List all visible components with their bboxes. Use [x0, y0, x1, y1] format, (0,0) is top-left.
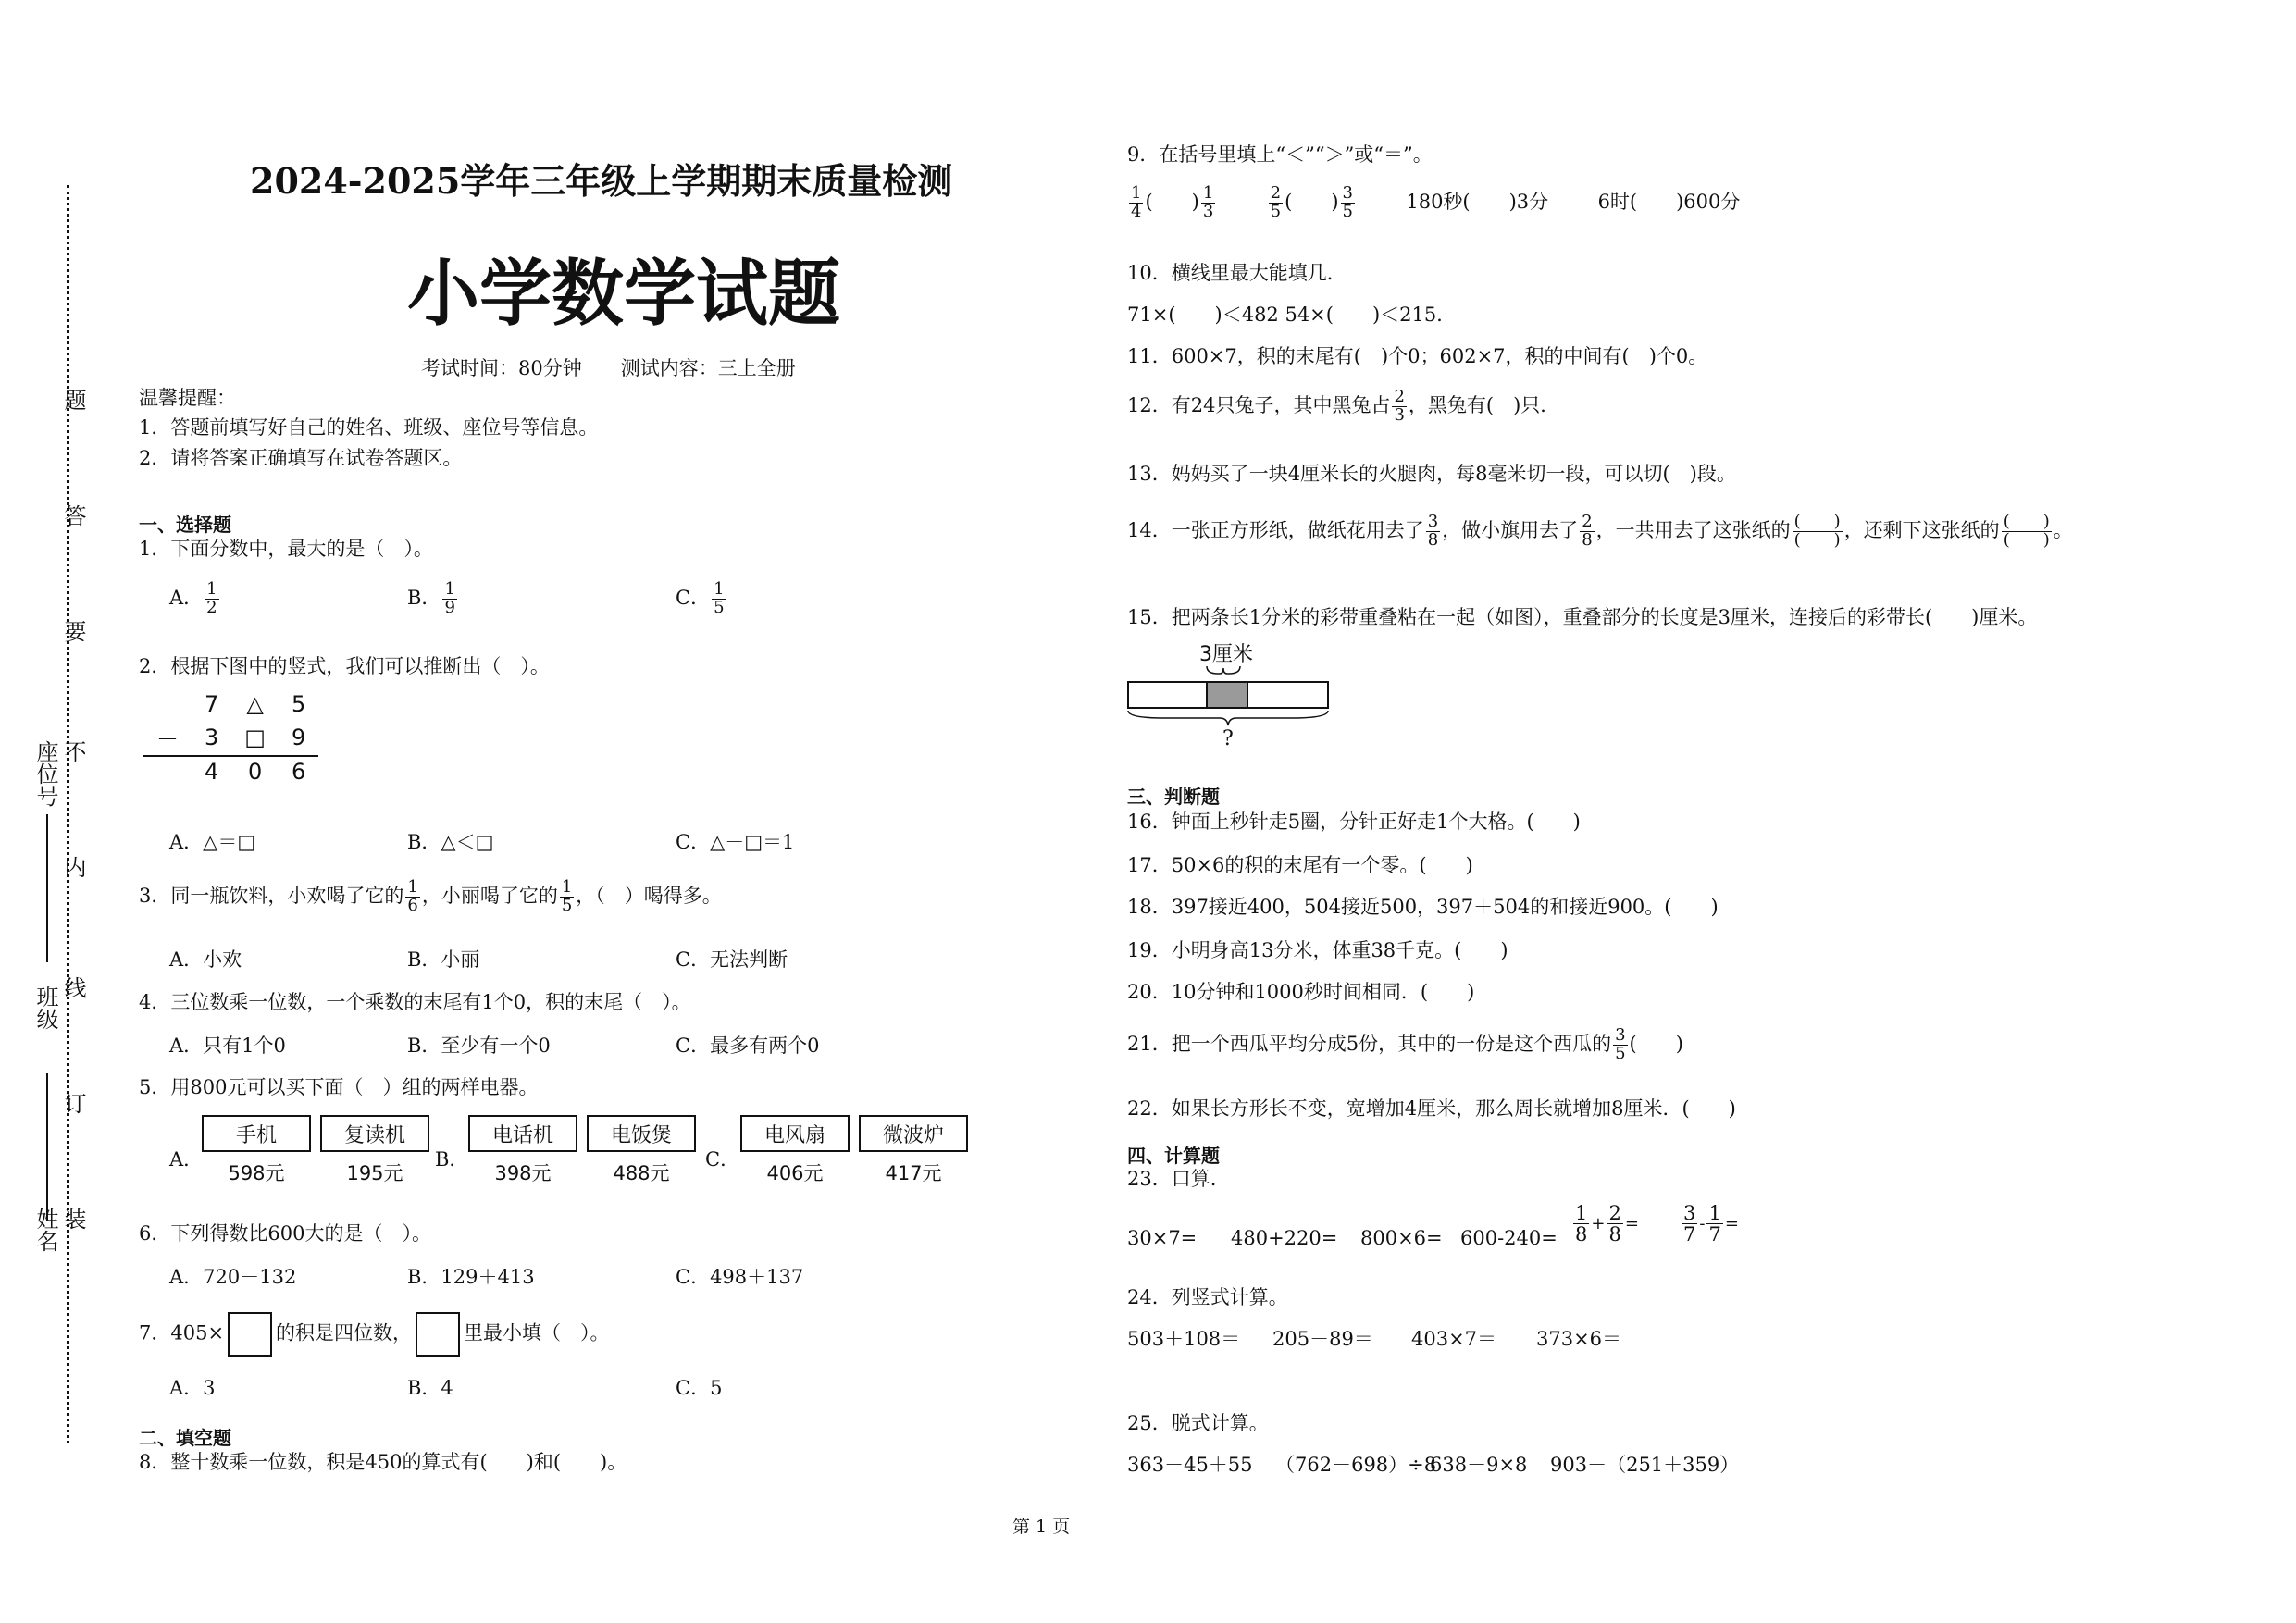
binding-char-2: 答: [60, 504, 86, 527]
q21-stem[interactable]: 21．把一个西瓜平均分成5份，其中的一份是这个西瓜的 $\frac{3}{5}$ ( ): [1127, 1025, 1683, 1063]
q5-option-c-label[interactable]: C．: [705, 1148, 740, 1171]
exam-info: 考试时间：80分钟 测试内容：三上全册: [421, 357, 796, 379]
q15-overlap-label: 3厘米: [1199, 643, 1253, 666]
q15-question-mark: ?: [1222, 727, 1234, 750]
q25-item-4[interactable]: 903－（251＋359）: [1550, 1454, 1740, 1476]
q9-blank-2[interactable]: ( ): [1285, 190, 1339, 213]
appliance-repeater: 复读机: [320, 1115, 429, 1152]
q24-item-1[interactable]: 503＋108＝: [1127, 1328, 1241, 1350]
q14-stem[interactable]: 14．一张正方形纸，做纸花用去了 $\frac{3}{8}$ ，做小旗用去了 $\frac{2}{8}$ ，一共用去了这张纸的 $\frac{( )}{( )}$ ，还剩下这张纸的 $\frac{( )}{( )}$ 。: [1127, 512, 2073, 550]
q7-option-b[interactable]: B．4: [407, 1377, 453, 1399]
q5-stem: 5．用800元可以买下面（ ）组的两样电器。: [139, 1076, 539, 1098]
q6-option-a[interactable]: A．720－132: [169, 1266, 297, 1288]
q12-stem[interactable]: 12．有24只兔子，其中黑兔占 $\frac{2}{3}$ ，黑兔有( )只．: [1127, 387, 1560, 425]
q7-stem: 7．405× 的积是四位数， 里最小填（ ）。: [139, 1312, 610, 1357]
appliance-fan: 电风扇: [740, 1115, 850, 1152]
price-phone: 598元: [228, 1162, 285, 1184]
q23-item-5[interactable]: $\frac{1}{8}$ + $\frac{2}{8}$ =: [1575, 1202, 1639, 1246]
section-choice: 一、选择题: [139, 514, 231, 536]
price-repeater: 195元: [346, 1162, 403, 1184]
q2-vertical-subtraction: 7 △ 5 － 3 □ 9 4 0 6: [143, 689, 318, 787]
price-telephone: 398元: [494, 1162, 552, 1184]
q11-stem[interactable]: 11．600×7，积的末尾有( )个0；602×7，积的中间有( )个0。: [1127, 345, 1708, 367]
note-item-2: 2．请将答案正确填写在试卷答题区。: [139, 447, 463, 469]
binding-dotted-line: [67, 185, 69, 1443]
q7-blank-box-2[interactable]: [416, 1312, 460, 1357]
q23-item-6[interactable]: $\frac{3}{7}$ - $\frac{1}{7}$ =: [1683, 1202, 1739, 1246]
section-calc: 四、计算题: [1127, 1145, 1220, 1167]
q25-item-3[interactable]: 638－9×8: [1430, 1454, 1528, 1476]
q20-stem[interactable]: 20．10分钟和1000秒时间相同．( ): [1127, 981, 1475, 1003]
price-rice-cooker: 488元: [613, 1162, 670, 1184]
q13-stem[interactable]: 13．妈妈买了一块4厘米长的火腿肉，每8毫米切一段，可以切( )段。: [1127, 463, 1736, 485]
q7-blank-box-1[interactable]: [228, 1312, 272, 1357]
q15-ribbon-diagram: [1127, 638, 1331, 759]
q10-stem: 10．横线里最大能填几．: [1127, 262, 1347, 284]
q9-stem: 9．在括号里填上“＜”“＞”或“＝”。: [1127, 143, 1433, 166]
q4-option-b[interactable]: B．至少有一个0: [407, 1035, 551, 1057]
q2-stem: 2．根据下图中的竖式，我们可以推断出（ ）。: [139, 655, 550, 677]
q4-option-c[interactable]: C．最多有两个0: [676, 1035, 820, 1057]
q9-time-2[interactable]: 6时( )600分: [1597, 190, 1741, 213]
q9-blank-1[interactable]: ( ): [1145, 190, 1199, 213]
q2-option-a[interactable]: A．△＝□: [169, 831, 256, 853]
binding-char-3: 要: [60, 620, 86, 642]
q1-a-label: A．: [169, 586, 204, 609]
q23-item-3[interactable]: 800×6=: [1360, 1227, 1443, 1249]
q9-time-1[interactable]: 180秒( )3分: [1406, 190, 1549, 213]
q23-item-2[interactable]: 480+220=: [1231, 1227, 1338, 1249]
q1-option-b[interactable]: B． $\frac{1}{9}$: [407, 579, 455, 617]
q6-option-c[interactable]: C．498＋137: [676, 1266, 804, 1288]
q5-option-a-label[interactable]: A．: [169, 1148, 204, 1171]
section-fill: 二、填空题: [139, 1427, 231, 1449]
binding-char-4: 不: [60, 740, 86, 762]
q18-stem[interactable]: 18．397接近400，504接近500，397＋504的和接近900。( ): [1127, 896, 1719, 918]
section-judge: 三、判断题: [1127, 786, 1220, 808]
note-item-1: 1．答题前填写好自己的姓名、班级、座位号等信息。: [139, 416, 599, 439]
seat-label: 座位号: [32, 740, 58, 807]
appliance-phone: 手机: [202, 1115, 311, 1152]
q25-stem: 25．脱式计算。: [1127, 1412, 1269, 1434]
q4-option-a[interactable]: A．只有1个0: [169, 1035, 286, 1057]
q24-stem: 24．列竖式计算。: [1127, 1286, 1288, 1308]
q8-stem: 8．整十数乘一位数，积是450的算式有( )和( )。: [139, 1451, 627, 1473]
name-label: 姓名: [32, 1208, 58, 1252]
q3-option-a[interactable]: A．小欢: [169, 948, 242, 971]
appliance-rice-cooker: 电饭煲: [587, 1115, 696, 1152]
q3-option-b[interactable]: B．小丽: [407, 948, 480, 971]
binding-char-8: 装: [60, 1208, 86, 1230]
q1-c-label: C．: [676, 586, 711, 609]
binding-char-5: 内: [60, 856, 86, 878]
seat-field-line[interactable]: [46, 814, 48, 962]
q5-option-b-label[interactable]: B．: [435, 1148, 469, 1171]
q10-line[interactable]: 71×( )＜482 54×( )＜215．: [1127, 304, 1457, 326]
q2-option-c[interactable]: C．△－□＝1: [676, 831, 795, 853]
q1-stem: 1．下面分数中，最大的是（ ）。: [139, 538, 433, 560]
appliance-microwave: 微波炉: [859, 1115, 968, 1152]
q16-stem[interactable]: 16．钟面上秒针走5圈，分针正好走1个大格。( ): [1127, 811, 1581, 833]
q23-stem: 23．口算.: [1127, 1168, 1217, 1190]
q6-option-b[interactable]: B．129＋413: [407, 1266, 535, 1288]
q23-item-1[interactable]: 30×7=: [1127, 1227, 1198, 1249]
q24-item-2[interactable]: 205－89＝: [1272, 1328, 1373, 1350]
q4-stem: 4．三位数乘一位数，一个乘数的末尾有1个0，积的末尾（ ）。: [139, 991, 691, 1013]
q24-item-4[interactable]: 373×6＝: [1536, 1328, 1622, 1350]
q1-b-label: B．: [407, 586, 441, 609]
binding-char-6: 线: [60, 976, 86, 998]
q6-stem: 6．下列得数比600大的是（ ）。: [139, 1222, 431, 1245]
q7-option-c[interactable]: C．5: [676, 1377, 723, 1399]
binding-char-7: 订: [60, 1092, 86, 1114]
notes-heading: 温馨提醒：: [139, 387, 236, 409]
class-label: 班级: [32, 985, 58, 1030]
q25-item-2[interactable]: （762－698）÷8: [1275, 1454, 1437, 1476]
page-footer: 第 1 页: [1012, 1517, 1071, 1537]
q22-stem[interactable]: 22．如果长方形长不变，宽增加4厘米，那么周长就增加8厘米．( ): [1127, 1097, 1736, 1120]
q3-option-c[interactable]: C．无法判断: [676, 948, 788, 971]
q3-stem: 3．同一瓶饮料，小欢喝了它的 $\frac{1}{6}$ ，小丽喝了它的 $\frac{1}{5}$ ，（ ）喝得多。: [139, 877, 722, 915]
price-microwave: 417元: [885, 1162, 942, 1184]
price-fan: 406元: [766, 1162, 824, 1184]
q25-item-1[interactable]: 363－45＋55: [1127, 1454, 1253, 1476]
q7-option-a[interactable]: A．3: [169, 1377, 216, 1399]
binding-char-1: 题: [60, 389, 86, 411]
q1-option-c[interactable]: C． $\frac{1}{5}$: [676, 579, 725, 617]
q9-items: $\frac{1}{4}$ ( ) $\frac{1}{3}$ $\frac{2}{5}$ ( ) $\frac{3}{5}$ 180秒( )3分 6时( )600分: [1131, 183, 1741, 221]
class-field-line[interactable]: [46, 1073, 48, 1221]
q24-item-3[interactable]: 403×7＝: [1411, 1328, 1497, 1350]
q2-option-b[interactable]: B．△＜□: [407, 831, 494, 853]
q1-option-a[interactable]: A． $\frac{1}{2}$: [169, 579, 217, 617]
q19-stem[interactable]: 19．小明身高13分米，体重38千克。( ): [1127, 939, 1508, 961]
q23-item-4[interactable]: 600-240=: [1460, 1227, 1558, 1249]
exam-title: 2024-2025学年三年级上学期期末质量检测: [250, 160, 953, 202]
appliance-telephone: 电话机: [468, 1115, 577, 1152]
q17-stem[interactable]: 17．50×6的积的末尾有一个零。( ): [1127, 854, 1473, 876]
main-title: 小学数学试题: [407, 253, 841, 336]
q15-stem[interactable]: 15．把两条长1分米的彩带重叠粘在一起（如图），重叠部分的长度是3厘米，连接后的彩带长( )厘米。: [1127, 606, 2038, 628]
